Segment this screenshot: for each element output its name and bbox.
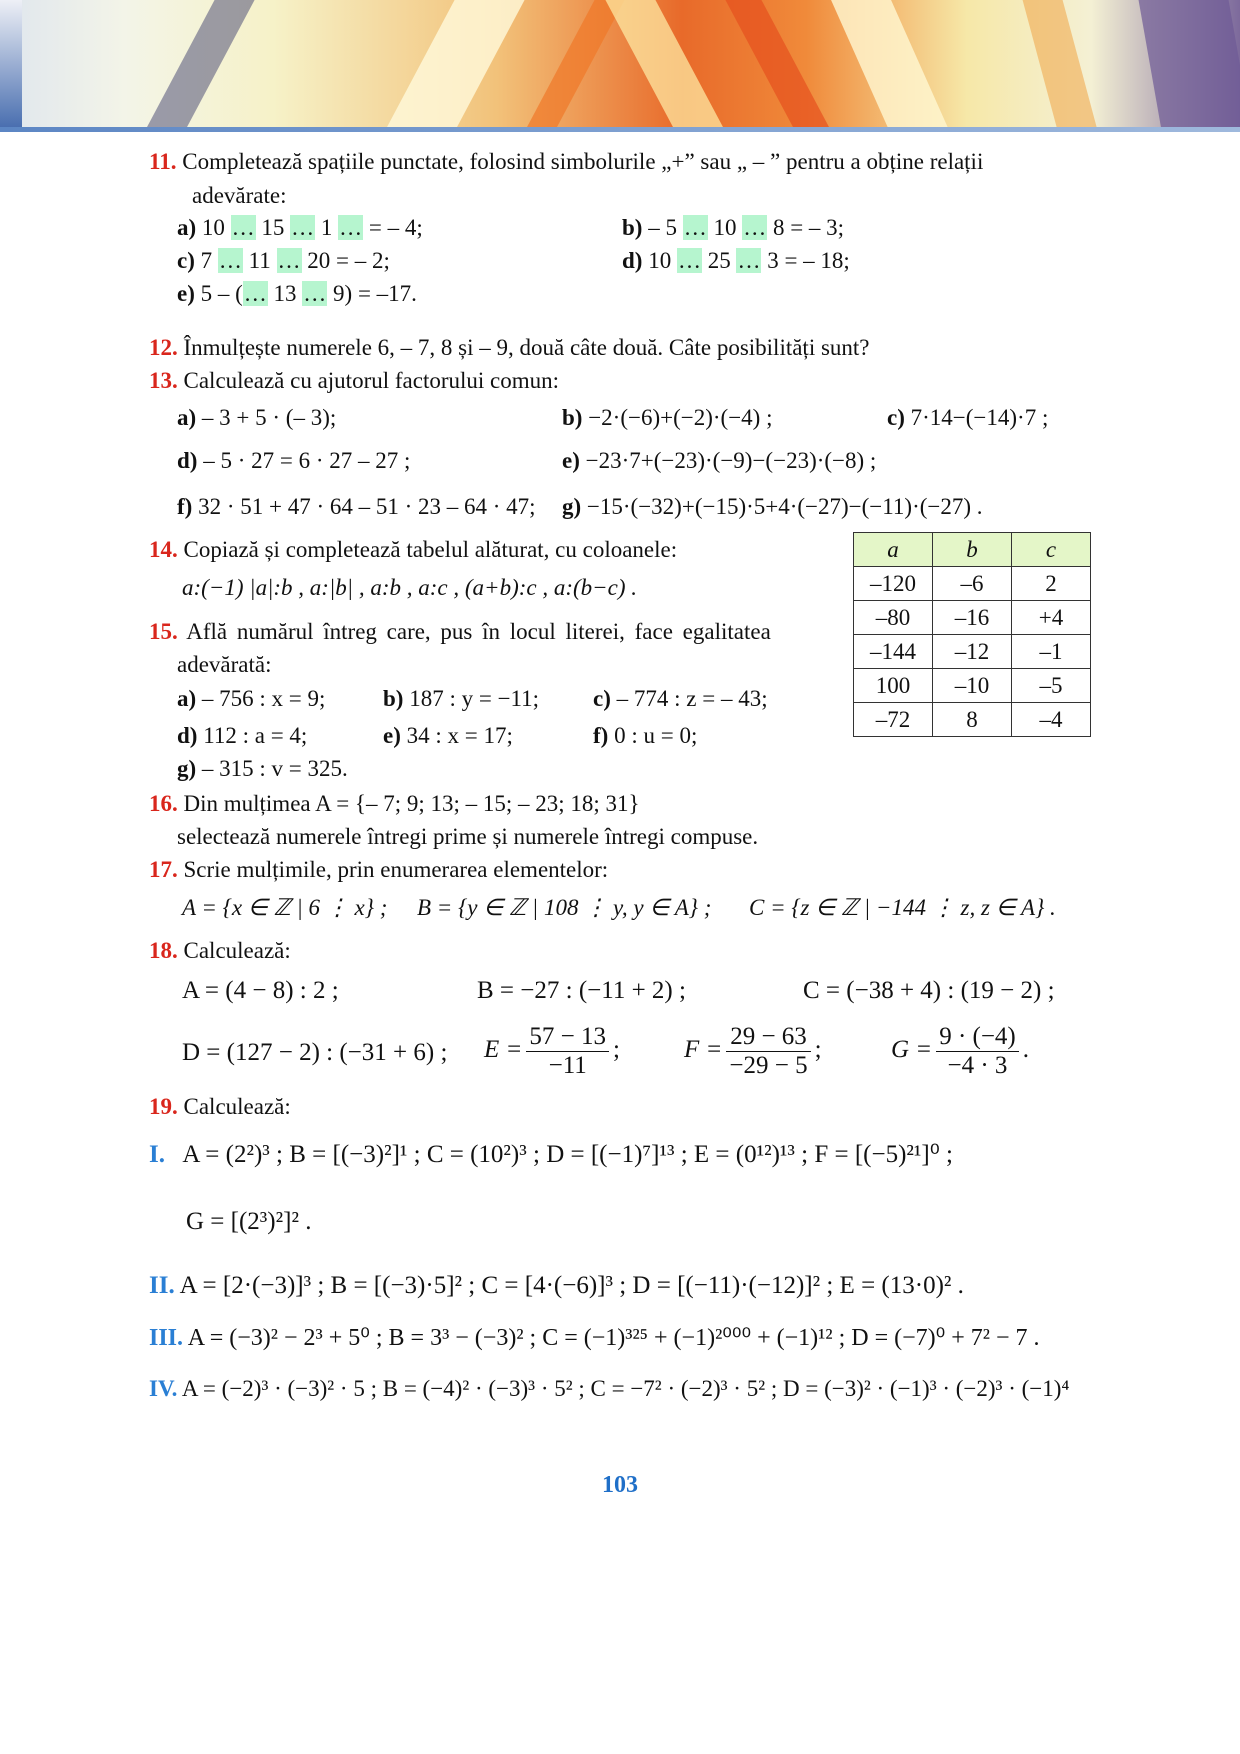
problem-number: 19. (149, 1094, 178, 1119)
problem-18 (149, 937, 291, 965)
problem-number: 16. (149, 791, 178, 816)
term: 10 (713, 215, 737, 240)
denominator: −11 (548, 1052, 587, 1079)
set-a: A = {x ∈ ℤ | 6 ⋮ x} ; (182, 895, 388, 920)
expr-18d: D = (127 − 2) : (−31 + 6) ; (182, 1039, 448, 1066)
table-row (854, 703, 1091, 737)
item-label: e) (177, 281, 195, 306)
problem-19 (149, 1093, 291, 1121)
expression: – 3 + 5 · (– 3); (201, 405, 337, 430)
lhs: F = (684, 1036, 723, 1064)
denominator: −29 − 5 (729, 1052, 808, 1079)
item-label: d) (177, 448, 198, 473)
problem-15 (149, 618, 771, 646)
item-13a (177, 404, 336, 432)
blank-slot[interactable]: … (243, 281, 267, 306)
item-11e (177, 280, 417, 308)
expression: A = (−2)³ · (−3)² · 5 ; B = (−4)² · (−3)³ · 5² ; C = −7² · (−2)³ · 5² ; D = (−3)² · (−1)³ · (−2)³ · (−1)⁴ (181, 1376, 1070, 1401)
item-label: g) (562, 494, 582, 519)
left-accent-strip (0, 0, 22, 127)
table-cell: –5 (1012, 669, 1091, 703)
expr-18f (684, 1023, 822, 1080)
column-formulas: a:(−1) |a|:b , a:|b| , a:b , a:c , (a+b):c , a:(b−c) . (182, 575, 638, 600)
item-11c (177, 247, 390, 275)
numerator: 29 − 63 (726, 1023, 810, 1052)
blank-slot[interactable]: … (291, 215, 315, 240)
problem-11 (149, 148, 983, 176)
expr-18c: C = (−38 + 4) : (19 − 2) ; (803, 977, 1055, 1004)
problem-text: Din mulțimea A = {– 7; 9; 13; – 15; – 23; 18; 31} (183, 791, 640, 816)
problem-number: 15. (149, 619, 178, 644)
expression: 7·14−(−14)·7 ; (910, 405, 1049, 430)
item-label: a) (177, 215, 197, 240)
blank-slot[interactable]: … (743, 215, 767, 240)
item-15e (383, 722, 513, 750)
problem-14 (149, 536, 677, 564)
blank-slot[interactable]: … (231, 215, 255, 240)
part-i-g: G = [(2³)²]² . (186, 1208, 312, 1235)
lhs: G = (891, 1036, 933, 1064)
item-13d (177, 447, 410, 475)
item-11d (622, 247, 850, 275)
table-cell: +4 (1012, 601, 1091, 635)
table-header-row (854, 533, 1091, 567)
expression: – 5 · 27 = 6 · 27 – 27 ; (203, 448, 411, 473)
problem-text: Află numărul întreg care, pus în locul literei, face egalitatea (186, 619, 771, 644)
term: 25 (707, 248, 731, 273)
table-cell: 100 (854, 669, 933, 703)
term: 3 = – 18; (767, 248, 850, 273)
blank-slot[interactable]: … (339, 215, 363, 240)
term: 8 = – 3; (772, 215, 845, 240)
item-11b (622, 214, 844, 242)
item-13f (177, 493, 536, 521)
term: 5 – ( (200, 281, 243, 306)
table-cell: –12 (933, 635, 1012, 669)
problem-16 (149, 790, 640, 818)
part-iv (149, 1375, 1069, 1403)
problem-number: 12. (149, 335, 178, 360)
expression: −23·7+(−23)·(−9)−(−23)·(−8) ; (585, 448, 877, 473)
item-13c (887, 404, 1048, 432)
expression: 0 : u = 0; (614, 723, 698, 748)
problem-number: 11. (149, 149, 177, 174)
column-header: b (933, 533, 1012, 567)
expression: A = (−3)² − 2³ + 5⁰ ; B = 3³ − (−3)² ; C = (−1)³²⁵ + (−1)²⁰⁰⁰ + (−1)¹² ; D = (−7)⁰ + 7² − 7 . (187, 1325, 1040, 1351)
problem-17 (149, 856, 608, 884)
problem-text: Completează spațiile punctate, folosind simbolurile „+” sau „ – ” pentru a obține relații (182, 149, 984, 174)
item-15a (177, 685, 325, 713)
term: 7 (200, 248, 213, 273)
set-c: C = {z ∈ ℤ | −144 ⋮ z, z ∈ A} . (749, 895, 1056, 920)
numerator: 9 · (−4) (936, 1023, 1019, 1052)
item-label: e) (383, 723, 401, 748)
expression: – 756 : x = 9; (201, 686, 326, 711)
item-label: b) (622, 215, 643, 240)
header-banner-image (0, 0, 1240, 127)
item-15f (593, 722, 697, 750)
expr-18b: B = −27 : (−11 + 2) ; (477, 977, 686, 1004)
problem-text-cont: adevărate: (192, 183, 287, 208)
table-cell: 8 (933, 703, 1012, 737)
item-label: f) (177, 494, 193, 519)
table-cell: –144 (854, 635, 933, 669)
expression: – 315 : v = 325. (201, 756, 348, 781)
header-divider (0, 127, 1240, 132)
part-i (149, 1141, 953, 1169)
expression: 32 · 51 + 47 · 64 – 51 · 23 – 64 · 47; (198, 494, 536, 519)
table-cell: –10 (933, 669, 1012, 703)
table-row (854, 567, 1091, 601)
item-label: a) (177, 686, 197, 711)
denominator: −4 · 3 (947, 1052, 1008, 1079)
problem-text: Înmulțește numerele 6, – 7, 8 și – 9, două câte două. Câte posibilități sunt? (183, 335, 870, 360)
item-label: f) (593, 723, 609, 748)
problem-number: 18. (149, 938, 178, 963)
part-label: III. (149, 1325, 184, 1351)
problem-text-cont: selectează numerele întregi prime și numerele întregi compuse. (177, 824, 759, 849)
problem-12 (149, 334, 870, 362)
expr-18g (891, 1023, 1029, 1080)
term: 11 (248, 248, 271, 273)
column-header: c (1012, 533, 1091, 567)
expr-18e (484, 1023, 620, 1080)
fraction (936, 1023, 1019, 1080)
problem-text: Calculează cu ajutorul factorului comun: (183, 368, 560, 393)
item-11a (177, 214, 423, 242)
table-row (854, 601, 1091, 635)
problem-text: Calculează: (183, 1094, 291, 1119)
item-label: c) (593, 686, 611, 711)
table-cell: 2 (1012, 567, 1091, 601)
part-label: II. (149, 1272, 175, 1299)
table-cell: –80 (854, 601, 933, 635)
term: 20 = – 2; (307, 248, 390, 273)
fraction (526, 1023, 609, 1080)
item-label: g) (177, 756, 197, 781)
term: 1 (320, 215, 333, 240)
item-label: d) (177, 723, 198, 748)
page-number: 103 (602, 1472, 638, 1498)
punctuation: ; (613, 1036, 620, 1064)
item-15g (177, 755, 348, 783)
item-label: b) (383, 686, 404, 711)
punctuation: . (1022, 1036, 1030, 1064)
table-row (854, 669, 1091, 703)
expression: – 774 : z = – 43; (616, 686, 768, 711)
table-cell: –6 (933, 567, 1012, 601)
item-label: a) (177, 405, 197, 430)
blank-slot[interactable]: … (677, 248, 701, 273)
item-label: c) (887, 405, 905, 430)
expression: 34 : x = 17; (406, 723, 513, 748)
expr-18a: A = (4 − 8) : 2 ; (182, 977, 339, 1004)
term: 10 (648, 248, 672, 273)
item-15d (177, 722, 307, 750)
table-cell: –1 (1012, 635, 1091, 669)
expression: −2·(−6)+(−2)·(−4) ; (588, 405, 773, 430)
part-label: I. (149, 1141, 165, 1168)
numerator: 57 − 13 (526, 1023, 609, 1052)
item-label: e) (562, 448, 580, 473)
term: 9) = –17. (333, 281, 417, 306)
blank-slot[interactable]: … (737, 248, 761, 273)
expression: A = [2·(−3)]³ ; B = [(−3)·5]² ; C = [4·(−6)]³ ; D = [(−11)·(−12)]² ; E = (13·0)² . (179, 1272, 964, 1299)
problem-text: Copiază și completează tabelul alăturat, cu coloanele: (183, 537, 678, 562)
set-b: B = {y ∈ ℤ | 108 ⋮ y, y ∈ A} ; (417, 895, 712, 920)
blank-slot[interactable]: … (277, 248, 301, 273)
blank-slot[interactable]: … (303, 281, 327, 306)
blank-slot[interactable]: … (218, 248, 242, 273)
problem-13 (149, 367, 559, 395)
table-cell: –16 (933, 601, 1012, 635)
problem-text: Scrie mulțimile, prin enumerarea elementelor: (183, 857, 609, 882)
expression: −15·(−32)+(−15)·5+4·(−27)−(−11)·(−27) . (586, 494, 983, 519)
lhs: E = (484, 1036, 523, 1064)
item-label: b) (562, 405, 583, 430)
problem-text-cont: adevărată: (177, 652, 272, 677)
values-table (853, 532, 1091, 737)
term: 13 (273, 281, 297, 306)
punctuation: ; (814, 1036, 822, 1064)
item-label: d) (622, 248, 643, 273)
expression: 187 : y = −11; (409, 686, 540, 711)
item-13g (562, 493, 983, 521)
term: – 5 (648, 215, 677, 240)
part-ii (149, 1272, 964, 1300)
term: 15 (261, 215, 285, 240)
expression: 112 : a = 4; (203, 723, 308, 748)
table-cell: –4 (1012, 703, 1091, 737)
table-row (854, 635, 1091, 669)
item-15b (383, 685, 539, 713)
term: = – 4; (368, 215, 423, 240)
fraction (726, 1023, 810, 1080)
problem-number: 14. (149, 537, 178, 562)
problem-number: 13. (149, 368, 178, 393)
part-label: IV. (149, 1376, 178, 1401)
part-iii (149, 1324, 1040, 1352)
table-cell: –72 (854, 703, 933, 737)
blank-slot[interactable]: … (683, 215, 707, 240)
problem-number: 17. (149, 857, 178, 882)
expression: A = (2²)³ ; B = [(−3)²]¹ ; C = (10²)³ ; D = [(−1)⁷]¹³ ; E = (0¹²)¹³ ; F = [(−5)²¹]⁰ ; (182, 1141, 953, 1168)
table-cell: –120 (854, 567, 933, 601)
item-15c (593, 685, 768, 713)
problem-text: Calculează: (183, 938, 291, 963)
term: 10 (201, 215, 225, 240)
item-13e (562, 447, 876, 475)
column-header: a (854, 533, 933, 567)
item-13b (562, 404, 772, 432)
item-label: c) (177, 248, 195, 273)
